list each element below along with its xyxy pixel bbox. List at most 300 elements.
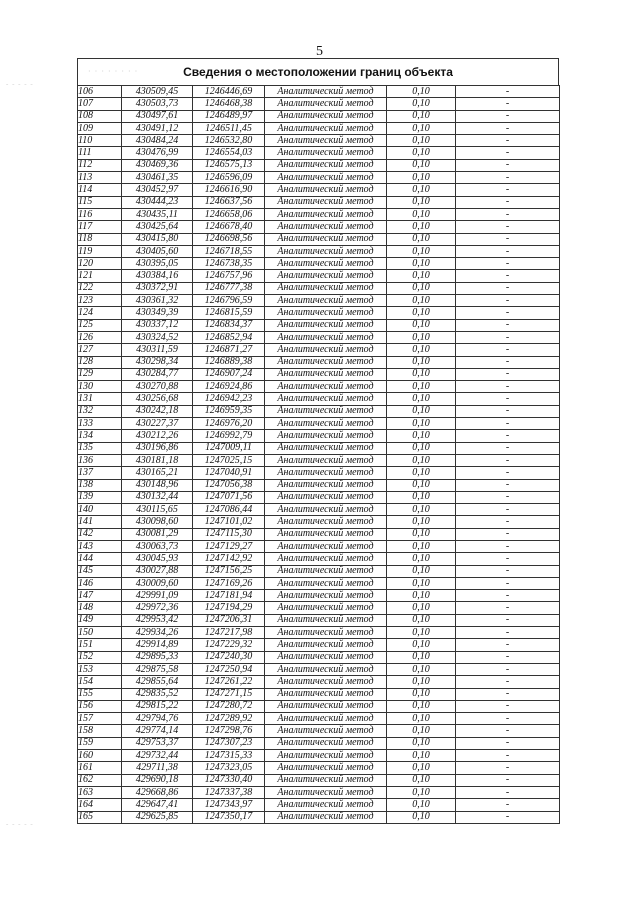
precision-cell: 0,10 xyxy=(387,368,456,380)
x-coordinate-cell: 430242,18 xyxy=(122,405,193,417)
table-row xyxy=(78,307,560,319)
x-coordinate-cell: 430469,36 xyxy=(122,159,193,171)
precision-cell: 0,10 xyxy=(387,651,456,663)
y-coordinate-cell: 1247307,23 xyxy=(193,737,265,749)
point-number-cell: 119 xyxy=(78,245,122,257)
precision-cell: 0,10 xyxy=(387,258,456,270)
table-row xyxy=(78,799,560,811)
description-cell: - xyxy=(456,774,560,786)
x-coordinate-cell: 429835,52 xyxy=(122,688,193,700)
point-number-cell: 144 xyxy=(78,553,122,565)
precision-cell: 0,10 xyxy=(387,344,456,356)
x-coordinate-cell: 430284,77 xyxy=(122,368,193,380)
y-coordinate-cell: 1246871,27 xyxy=(193,344,265,356)
method-cell: Аналитический метод xyxy=(265,713,387,725)
x-coordinate-cell: 429815,22 xyxy=(122,700,193,712)
precision-cell: 0,10 xyxy=(387,233,456,245)
point-number-cell: 154 xyxy=(78,676,122,688)
table-row xyxy=(78,700,560,712)
y-coordinate-cell: 1247289,92 xyxy=(193,713,265,725)
precision-cell: 0,10 xyxy=(387,381,456,393)
point-number-cell: 109 xyxy=(78,122,122,134)
point-number-cell: 138 xyxy=(78,479,122,491)
method-cell: Аналитический метод xyxy=(265,135,387,147)
description-cell: - xyxy=(456,479,560,491)
description-cell: - xyxy=(456,639,560,651)
point-number-cell: 156 xyxy=(78,700,122,712)
precision-cell: 0,10 xyxy=(387,602,456,614)
precision-cell: 0,10 xyxy=(387,122,456,134)
method-cell: Аналитический метод xyxy=(265,344,387,356)
description-cell: - xyxy=(456,159,560,171)
method-cell: Аналитический метод xyxy=(265,565,387,577)
point-number-cell: 136 xyxy=(78,454,122,466)
x-coordinate-cell: 430009,60 xyxy=(122,577,193,589)
precision-cell: 0,10 xyxy=(387,196,456,208)
y-coordinate-cell: 1247350,17 xyxy=(193,811,265,823)
x-coordinate-cell: 429690,18 xyxy=(122,774,193,786)
precision-cell: 0,10 xyxy=(387,811,456,823)
point-number-cell: 159 xyxy=(78,737,122,749)
y-coordinate-cell: 1246678,40 xyxy=(193,221,265,233)
precision-cell: 0,10 xyxy=(387,135,456,147)
description-cell: - xyxy=(456,590,560,602)
method-cell: Аналитический метод xyxy=(265,110,387,122)
method-cell: Аналитический метод xyxy=(265,208,387,220)
x-coordinate-cell: 429732,44 xyxy=(122,750,193,762)
y-coordinate-cell: 1247169,26 xyxy=(193,577,265,589)
precision-cell: 0,10 xyxy=(387,418,456,430)
x-coordinate-cell: 430181,18 xyxy=(122,454,193,466)
y-coordinate-cell: 1247240,30 xyxy=(193,651,265,663)
method-cell: Аналитический метод xyxy=(265,172,387,184)
point-number-cell: 135 xyxy=(78,442,122,454)
y-coordinate-cell: 1246976,20 xyxy=(193,418,265,430)
description-cell: - xyxy=(456,344,560,356)
precision-cell: 0,10 xyxy=(387,491,456,503)
point-number-cell: 137 xyxy=(78,467,122,479)
description-cell: - xyxy=(456,356,560,368)
method-cell: Аналитический метод xyxy=(265,196,387,208)
table-row xyxy=(78,811,560,823)
precision-cell: 0,10 xyxy=(387,504,456,516)
table-row xyxy=(78,159,560,171)
description-cell: - xyxy=(456,504,560,516)
description-cell: - xyxy=(456,405,560,417)
description-cell: - xyxy=(456,553,560,565)
point-number-cell: 107 xyxy=(78,98,122,110)
precision-cell: 0,10 xyxy=(387,295,456,307)
x-coordinate-cell: 430148,96 xyxy=(122,479,193,491)
y-coordinate-cell: 1247217,98 xyxy=(193,627,265,639)
y-coordinate-cell: 1247261,22 xyxy=(193,676,265,688)
method-cell: Аналитический метод xyxy=(265,147,387,159)
faint-scan-artifact: · · · · · · · · xyxy=(88,67,139,76)
table-row xyxy=(78,676,560,688)
x-coordinate-cell: 430311,59 xyxy=(122,344,193,356)
description-cell: - xyxy=(456,737,560,749)
precision-cell: 0,10 xyxy=(387,737,456,749)
precision-cell: 0,10 xyxy=(387,86,456,98)
table-row xyxy=(78,233,560,245)
table-row xyxy=(78,491,560,503)
precision-cell: 0,10 xyxy=(387,676,456,688)
table-row xyxy=(78,405,560,417)
y-coordinate-cell: 1246468,38 xyxy=(193,98,265,110)
table-row xyxy=(78,393,560,405)
table-row xyxy=(78,762,560,774)
description-cell: - xyxy=(456,319,560,331)
method-cell: Аналитический метод xyxy=(265,504,387,516)
point-number-cell: 158 xyxy=(78,725,122,737)
y-coordinate-cell: 1246718,55 xyxy=(193,245,265,257)
description-cell: - xyxy=(456,258,560,270)
precision-cell: 0,10 xyxy=(387,147,456,159)
description-cell: - xyxy=(456,614,560,626)
table-row xyxy=(78,663,560,675)
y-coordinate-cell: 1247101,02 xyxy=(193,516,265,528)
y-coordinate-cell: 1246907,24 xyxy=(193,368,265,380)
table-row xyxy=(78,331,560,343)
method-cell: Аналитический метод xyxy=(265,122,387,134)
precision-cell: 0,10 xyxy=(387,159,456,171)
table-row xyxy=(78,577,560,589)
table-row xyxy=(78,258,560,270)
x-coordinate-cell: 430444,23 xyxy=(122,196,193,208)
point-number-cell: 153 xyxy=(78,663,122,675)
point-number-cell: 162 xyxy=(78,774,122,786)
precision-cell: 0,10 xyxy=(387,467,456,479)
y-coordinate-cell: 1247250,94 xyxy=(193,663,265,675)
point-number-cell: 126 xyxy=(78,331,122,343)
table-row xyxy=(78,467,560,479)
faint-scan-artifact: - - - - - xyxy=(6,80,34,88)
y-coordinate-cell: 1247271,15 xyxy=(193,688,265,700)
x-coordinate-cell: 429895,33 xyxy=(122,651,193,663)
y-coordinate-cell: 1247025,15 xyxy=(193,454,265,466)
precision-cell: 0,10 xyxy=(387,627,456,639)
description-cell: - xyxy=(456,307,560,319)
precision-cell: 0,10 xyxy=(387,553,456,565)
table-row xyxy=(78,516,560,528)
method-cell: Аналитический метод xyxy=(265,676,387,688)
table-row xyxy=(78,786,560,798)
x-coordinate-cell: 429794,76 xyxy=(122,713,193,725)
table-row xyxy=(78,295,560,307)
y-coordinate-cell: 1246992,79 xyxy=(193,430,265,442)
method-cell: Аналитический метод xyxy=(265,725,387,737)
precision-cell: 0,10 xyxy=(387,786,456,798)
point-number-cell: 118 xyxy=(78,233,122,245)
table-row xyxy=(78,319,560,331)
point-number-cell: 164 xyxy=(78,799,122,811)
method-cell: Аналитический метод xyxy=(265,258,387,270)
x-coordinate-cell: 430027,88 xyxy=(122,565,193,577)
table-row xyxy=(78,184,560,196)
description-cell: - xyxy=(456,651,560,663)
x-coordinate-cell: 430045,93 xyxy=(122,553,193,565)
method-cell: Аналитический метод xyxy=(265,516,387,528)
point-number-cell: 106 xyxy=(78,86,122,98)
description-cell: - xyxy=(456,676,560,688)
point-number-cell: 155 xyxy=(78,688,122,700)
precision-cell: 0,10 xyxy=(387,700,456,712)
table-row xyxy=(78,442,560,454)
point-number-cell: 124 xyxy=(78,307,122,319)
x-coordinate-cell: 430405,60 xyxy=(122,245,193,257)
method-cell: Аналитический метод xyxy=(265,454,387,466)
description-cell: - xyxy=(456,86,560,98)
point-number-cell: 127 xyxy=(78,344,122,356)
point-number-cell: 115 xyxy=(78,196,122,208)
y-coordinate-cell: 1246757,96 xyxy=(193,270,265,282)
x-coordinate-cell: 430165,21 xyxy=(122,467,193,479)
x-coordinate-cell: 429934,26 xyxy=(122,627,193,639)
y-coordinate-cell: 1246596,09 xyxy=(193,172,265,184)
precision-cell: 0,10 xyxy=(387,799,456,811)
method-cell: Аналитический метод xyxy=(265,270,387,282)
method-cell: Аналитический метод xyxy=(265,245,387,257)
method-cell: Аналитический метод xyxy=(265,786,387,798)
x-coordinate-cell: 430361,32 xyxy=(122,295,193,307)
precision-cell: 0,10 xyxy=(387,614,456,626)
x-coordinate-cell: 430372,91 xyxy=(122,282,193,294)
y-coordinate-cell: 1246834,37 xyxy=(193,319,265,331)
x-coordinate-cell: 429991,09 xyxy=(122,590,193,602)
table-row xyxy=(78,344,560,356)
y-coordinate-cell: 1246554,03 xyxy=(193,147,265,159)
y-coordinate-cell: 1246924,86 xyxy=(193,381,265,393)
page-number: 5 xyxy=(316,44,323,59)
method-cell: Аналитический метод xyxy=(265,430,387,442)
description-cell: - xyxy=(456,295,560,307)
table-row xyxy=(78,590,560,602)
table-row xyxy=(78,504,560,516)
description-cell: - xyxy=(456,184,560,196)
table-row xyxy=(78,774,560,786)
precision-cell: 0,10 xyxy=(387,663,456,675)
description-cell: - xyxy=(456,172,560,184)
precision-cell: 0,10 xyxy=(387,405,456,417)
method-cell: Аналитический метод xyxy=(265,307,387,319)
y-coordinate-cell: 1246637,56 xyxy=(193,196,265,208)
table-row xyxy=(78,110,560,122)
y-coordinate-cell: 1246852,94 xyxy=(193,331,265,343)
point-number-cell: 141 xyxy=(78,516,122,528)
y-coordinate-cell: 1246658,06 xyxy=(193,208,265,220)
y-coordinate-cell: 1247009,11 xyxy=(193,442,265,454)
y-coordinate-cell: 1247194,29 xyxy=(193,602,265,614)
table-row xyxy=(78,122,560,134)
table-row xyxy=(78,479,560,491)
method-cell: Аналитический метод xyxy=(265,651,387,663)
table-row xyxy=(78,98,560,110)
precision-cell: 0,10 xyxy=(387,245,456,257)
x-coordinate-cell: 429855,64 xyxy=(122,676,193,688)
description-cell: - xyxy=(456,467,560,479)
x-coordinate-cell: 430484,24 xyxy=(122,135,193,147)
point-number-cell: 129 xyxy=(78,368,122,380)
table-row xyxy=(78,540,560,552)
x-coordinate-cell: 430270,88 xyxy=(122,381,193,393)
y-coordinate-cell: 1246796,59 xyxy=(193,295,265,307)
x-coordinate-cell: 430435,11 xyxy=(122,208,193,220)
x-coordinate-cell: 429753,37 xyxy=(122,737,193,749)
y-coordinate-cell: 1246446,69 xyxy=(193,86,265,98)
description-cell: - xyxy=(456,663,560,675)
x-coordinate-cell: 430196,86 xyxy=(122,442,193,454)
description-cell: - xyxy=(456,221,560,233)
description-cell: - xyxy=(456,627,560,639)
point-number-cell: 150 xyxy=(78,627,122,639)
x-coordinate-cell: 430227,37 xyxy=(122,418,193,430)
method-cell: Аналитический метод xyxy=(265,282,387,294)
point-number-cell: 123 xyxy=(78,295,122,307)
x-coordinate-cell: 430098,60 xyxy=(122,516,193,528)
y-coordinate-cell: 1247315,33 xyxy=(193,750,265,762)
method-cell: Аналитический метод xyxy=(265,528,387,540)
point-number-cell: 160 xyxy=(78,750,122,762)
table-row xyxy=(78,688,560,700)
point-number-cell: 148 xyxy=(78,602,122,614)
y-coordinate-cell: 1246489,97 xyxy=(193,110,265,122)
x-coordinate-cell: 430337,12 xyxy=(122,319,193,331)
x-coordinate-cell: 430395,05 xyxy=(122,258,193,270)
description-cell: - xyxy=(456,196,560,208)
y-coordinate-cell: 1246575,13 xyxy=(193,159,265,171)
precision-cell: 0,10 xyxy=(387,750,456,762)
point-number-cell: 134 xyxy=(78,430,122,442)
point-number-cell: 163 xyxy=(78,786,122,798)
y-coordinate-cell: 1246942,23 xyxy=(193,393,265,405)
x-coordinate-cell: 430324,52 xyxy=(122,331,193,343)
table-row xyxy=(78,627,560,639)
precision-cell: 0,10 xyxy=(387,454,456,466)
x-coordinate-cell: 429914,89 xyxy=(122,639,193,651)
precision-cell: 0,10 xyxy=(387,331,456,343)
table-row xyxy=(78,282,560,294)
description-cell: - xyxy=(456,135,560,147)
x-coordinate-cell: 430452,97 xyxy=(122,184,193,196)
table-row xyxy=(78,368,560,380)
x-coordinate-cell: 430497,61 xyxy=(122,110,193,122)
precision-cell: 0,10 xyxy=(387,393,456,405)
method-cell: Аналитический метод xyxy=(265,491,387,503)
method-cell: Аналитический метод xyxy=(265,98,387,110)
y-coordinate-cell: 1246698,56 xyxy=(193,233,265,245)
method-cell: Аналитический метод xyxy=(265,393,387,405)
description-cell: - xyxy=(456,393,560,405)
description-cell: - xyxy=(456,713,560,725)
precision-cell: 0,10 xyxy=(387,762,456,774)
method-cell: Аналитический метод xyxy=(265,602,387,614)
x-coordinate-cell: 429711,38 xyxy=(122,762,193,774)
x-coordinate-cell: 430461,35 xyxy=(122,172,193,184)
description-cell: - xyxy=(456,430,560,442)
point-number-cell: 128 xyxy=(78,356,122,368)
table-row xyxy=(78,430,560,442)
method-cell: Аналитический метод xyxy=(265,233,387,245)
y-coordinate-cell: 1246889,38 xyxy=(193,356,265,368)
description-cell: - xyxy=(456,233,560,245)
description-cell: - xyxy=(456,122,560,134)
description-cell: - xyxy=(456,725,560,737)
y-coordinate-cell: 1247086,44 xyxy=(193,504,265,516)
point-number-cell: 165 xyxy=(78,811,122,823)
method-cell: Аналитический метод xyxy=(265,405,387,417)
table-row xyxy=(78,418,560,430)
point-number-cell: 149 xyxy=(78,614,122,626)
table-row xyxy=(78,750,560,762)
y-coordinate-cell: 1247280,72 xyxy=(193,700,265,712)
precision-cell: 0,10 xyxy=(387,565,456,577)
method-cell: Аналитический метод xyxy=(265,553,387,565)
y-coordinate-cell: 1246815,59 xyxy=(193,307,265,319)
description-cell: - xyxy=(456,381,560,393)
table-row xyxy=(78,208,560,220)
precision-cell: 0,10 xyxy=(387,110,456,122)
x-coordinate-cell: 430491,12 xyxy=(122,122,193,134)
precision-cell: 0,10 xyxy=(387,430,456,442)
y-coordinate-cell: 1246616,90 xyxy=(193,184,265,196)
method-cell: Аналитический метод xyxy=(265,700,387,712)
method-cell: Аналитический метод xyxy=(265,799,387,811)
point-number-cell: 151 xyxy=(78,639,122,651)
method-cell: Аналитический метод xyxy=(265,331,387,343)
point-number-cell: 146 xyxy=(78,577,122,589)
x-coordinate-cell: 430298,34 xyxy=(122,356,193,368)
description-cell: - xyxy=(456,418,560,430)
precision-cell: 0,10 xyxy=(387,98,456,110)
method-cell: Аналитический метод xyxy=(265,737,387,749)
x-coordinate-cell: 429875,58 xyxy=(122,663,193,675)
table-row xyxy=(78,86,560,98)
point-number-cell: 120 xyxy=(78,258,122,270)
table-row xyxy=(78,602,560,614)
y-coordinate-cell: 1247323,05 xyxy=(193,762,265,774)
y-coordinate-cell: 1247298,76 xyxy=(193,725,265,737)
description-cell: - xyxy=(456,208,560,220)
point-number-cell: 133 xyxy=(78,418,122,430)
method-cell: Аналитический метод xyxy=(265,381,387,393)
method-cell: Аналитический метод xyxy=(265,295,387,307)
table-row xyxy=(78,172,560,184)
table-title: Сведения о местоположении границ объекта xyxy=(77,58,559,85)
description-cell: - xyxy=(456,516,560,528)
table-row xyxy=(78,454,560,466)
point-number-cell: 145 xyxy=(78,565,122,577)
method-cell: Аналитический метод xyxy=(265,774,387,786)
description-cell: - xyxy=(456,491,560,503)
precision-cell: 0,10 xyxy=(387,590,456,602)
point-number-cell: 112 xyxy=(78,159,122,171)
precision-cell: 0,10 xyxy=(387,528,456,540)
precision-cell: 0,10 xyxy=(387,479,456,491)
point-number-cell: 130 xyxy=(78,381,122,393)
precision-cell: 0,10 xyxy=(387,725,456,737)
method-cell: Аналитический метод xyxy=(265,688,387,700)
table-row xyxy=(78,651,560,663)
point-number-cell: 143 xyxy=(78,540,122,552)
method-cell: Аналитический метод xyxy=(265,540,387,552)
x-coordinate-cell: 429972,36 xyxy=(122,602,193,614)
y-coordinate-cell: 1246777,38 xyxy=(193,282,265,294)
description-cell: - xyxy=(456,454,560,466)
table-row xyxy=(78,147,560,159)
x-coordinate-cell: 430415,80 xyxy=(122,233,193,245)
method-cell: Аналитический метод xyxy=(265,639,387,651)
point-number-cell: 157 xyxy=(78,713,122,725)
